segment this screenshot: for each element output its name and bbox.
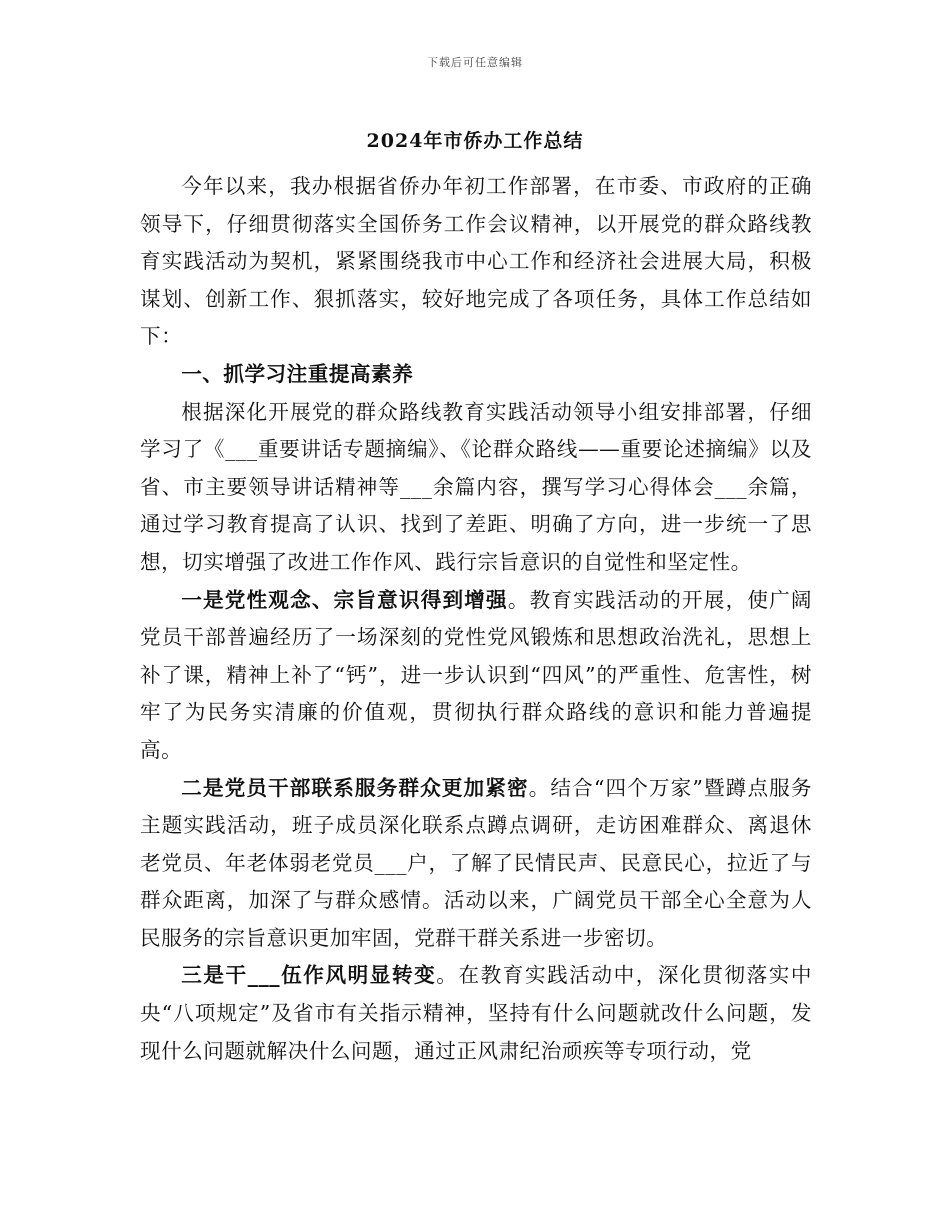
header-note: 下载后可任意编辑 <box>427 56 523 69</box>
paragraph-text: 今年以来，我办根据省侨办年初工作部署，在市委、市政府的正确领导下，仔细贯彻落实全国侨务工作会议精神，以开展党的群众路线教育实践活动为契机，紧紧围绕我市中心工作和经济社会进展大局，积极谋划、创新工作、狠抓落实，较好地完成了各项任务，具体工作总结如下： <box>140 174 812 349</box>
point-three-paragraph <box>140 957 812 1070</box>
section-heading <box>140 356 812 394</box>
paragraph-text: 。教育实践活动的开展，使广阔党员干部普遍经历了一场深刻的党性党风锻炼和思想政治洗礼，思想上补了课，精神上补了“钙”，进一步认识到“四风”的严重性、危害性，树牢了为民务实清廉的价值观，贯彻执行群众路线的意识和能力普遍提高。 <box>140 587 813 762</box>
study-paragraph <box>140 394 812 582</box>
document-body <box>140 168 812 1070</box>
document-title: 2024年市侨办工作总结 <box>366 130 584 152</box>
intro-paragraph <box>140 168 812 356</box>
point-one-paragraph <box>140 582 812 770</box>
point-two-paragraph <box>140 770 812 958</box>
point-three-lead: 三是干___伍作风明显转变 <box>181 963 437 988</box>
point-one-lead: 一是党性观念、宗旨意识得到增强 <box>181 587 508 612</box>
section-heading-text: 一、抓学习注重提高素养 <box>181 361 414 386</box>
point-two-lead: 二是党员干部联系服务群众更加紧密 <box>181 775 529 800</box>
paragraph-text: 。在教育实践活动中，深化贯彻落实中央“八项规定”及省市有关指示精神，坚持有什么问题就改什么问题，发现什么问题就解决什么问题，通过正风肃纪治顽疾等专项行动，党 <box>140 963 813 1063</box>
paragraph-text: 根据深化开展党的群众路线教育实践活动领导小组安排部署，仔细学习了《___重要讲话专题摘编》、《论群众路线——重要论述摘编》以及省、市主要领导讲话精神等___余篇内容，撰写学习心得体会___余篇，通过学习教育提高了认识、找到了差距、明确了方向，进一步统一了思想，切实增强了改进工作作风、践行宗旨意识的自觉性和坚定性。 <box>140 399 812 574</box>
paragraph-text: 。结合“四个万家”暨蹲点服务主题实践活动，班子成员深化联系点蹲点调研，走访困难群众、离退休老党员、年老体弱老党员___户，了解了民情民声、民意民心，拉近了与群众距离，加深了与群众感情。活动以来，广阔党员干部全心全意为人民服务的宗旨意识更加牢固，党群干群关系进一步密切。 <box>140 775 812 950</box>
